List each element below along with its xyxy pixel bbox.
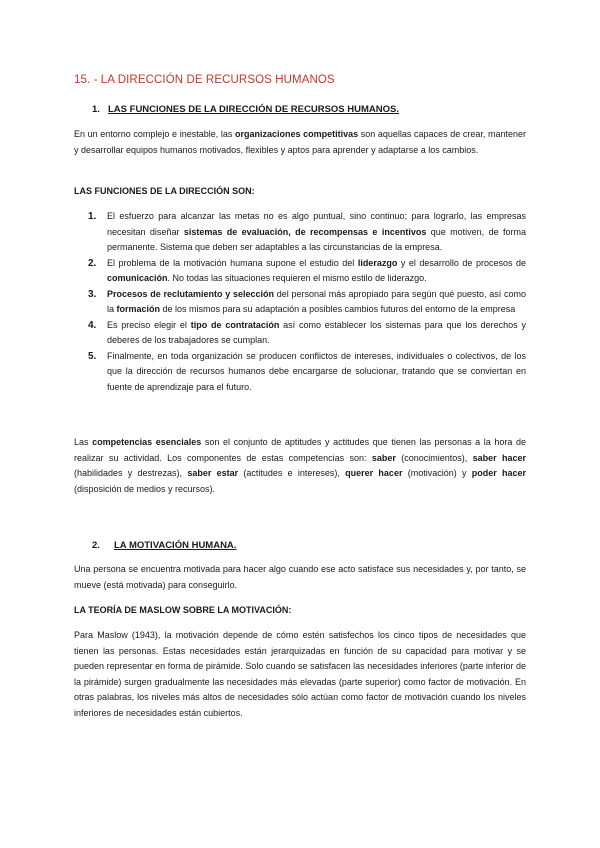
page-title: 15. - LA DIRECCIÓN DE RECURSOS HUMANOS (74, 74, 335, 86)
item-text: que motiven, de forma permanente. Sistema que deben ser adaptables a las circunstancias de la empresa. (107, 226, 526, 252)
intro-paragraph (74, 127, 526, 158)
item-bold: sistemas de evaluación, de recompensas e incentivos (183, 226, 427, 237)
comp-bold: saber hacer (472, 452, 526, 463)
functions-heading: LAS FUNCIONES DE LA DIRECCIÓN SON: (74, 186, 255, 196)
item-text: y el desarrollo de procesos de (397, 257, 526, 268)
item-bold: liderazgo (357, 257, 398, 268)
section2-heading: LA MOTIVACIÓN HUMANA. (114, 540, 237, 551)
motivation-paragraph: Una persona se encuentra motivada para hacer algo cuando ese acto satisface sus necesidades y, por tanto, se mueve (está motivada) para conseguirlo. (74, 564, 526, 590)
intro-text-1: En un entorno complejo e inestable, las (74, 129, 235, 139)
intro-bold-term: organizaciones competitivas (234, 129, 359, 139)
comp-text: (actitudes e intereses), (238, 468, 346, 478)
maslow-heading: LA TEORÍA DE MASLOW SOBRE LA MOTIVACIÓN: (74, 605, 292, 615)
comp-text: (disposición de medios y recursos). (74, 483, 216, 494)
comp-bold: saber (371, 452, 396, 463)
comp-text: son el conjunto de aptitudes y actitudes que tienen las personas a la hora de realizar su actividad. Los componentes de estas competencias son: (74, 437, 527, 463)
intro-text-2: son aquellas capaces de crear, mantener y desarrollar equipos humanos motivados, flexibles y aptos para aprender y adaptarse a los cambios. (74, 129, 526, 155)
comp-text: (motivación) y (402, 468, 472, 478)
list-number: 3. (88, 288, 97, 300)
list-item (88, 287, 526, 318)
comp-text: (conocimientos), (395, 452, 473, 463)
comp-bold: saber estar (187, 468, 239, 478)
item-text: Finalmente, en toda organización se producen conflictos de intereses, individuales o colectivos, de los que la dirección de recursos humanos debe encargarse de solucionar, tratando que se conviertan en fuente de aprendizaje para el futuro. (107, 350, 526, 392)
item-text: de los mismos para su adaptación a posibles cambios futuros del entorno de la empresa (160, 304, 516, 314)
section2-number: 2. (92, 540, 100, 551)
list-number: 5. (88, 350, 97, 362)
section1-number: 1. (92, 104, 100, 115)
list-number: 2. (88, 257, 97, 269)
item-text: así como establecer los sistemas para que los derechos y deberes de los trabajadores se cumplan. (107, 319, 526, 345)
list-number: 4. (88, 319, 97, 331)
comp-bold: competencias esenciales (92, 437, 202, 447)
item-bold: Procesos de reclutamiento y selección (107, 288, 274, 299)
list-number: 1. (88, 211, 97, 222)
list-item (88, 349, 526, 396)
item-text: El esfuerzo para alcanzar las metas no es algo puntual, sino continuo; para lograrlo, las empresas necesitan diseñar (107, 211, 526, 237)
item-text: . No todas las situaciones requieren el mismo estilo de liderazgo. (167, 273, 427, 283)
item-text: Es preciso elegir el (107, 319, 191, 330)
item-bold: formación (116, 304, 161, 314)
section1-heading: LAS FUNCIONES DE LA DIRECCIÓN DE RECURSOS HUMANOS. (108, 104, 399, 115)
item-bold: comunicación (107, 273, 168, 283)
item-text: El problema de la motivación humana supone el estudio del (107, 257, 358, 268)
list-item (88, 318, 526, 349)
comp-text: (habilidades y destrezas), (74, 468, 188, 478)
list-item (88, 256, 526, 287)
competencies-paragraph (74, 435, 526, 497)
comp-bold: querer hacer (345, 468, 403, 478)
list-item (88, 209, 526, 256)
comp-text: Las (74, 437, 93, 447)
item-bold: tipo de contratación (190, 319, 280, 330)
maslow-paragraph: Para Maslow (1943), la motivación depende de cómo estén satisfechos los cinco tipos de necesidades que tienen las personas. Estas necesidades están jerarquizadas en función de su capacidad para motivar y se pueden representar en forma de pirámide. Solo cuando se satisfacen las necesidades inferiores (parte inferior de la pirámide) surgen gradualmente las necesidades más elevadas (parte superior) como factor de motivación. En otras palabras, los niveles más altos de necesidades sólo actúan como factor de motivación cuando los niveles inferiores de necesidades están cubiertos. (74, 630, 526, 718)
item-text: del personal más apropiado para según qué puesto, así como la (107, 288, 526, 314)
comp-bold: poder hacer (471, 468, 527, 478)
functions-list (88, 209, 526, 395)
